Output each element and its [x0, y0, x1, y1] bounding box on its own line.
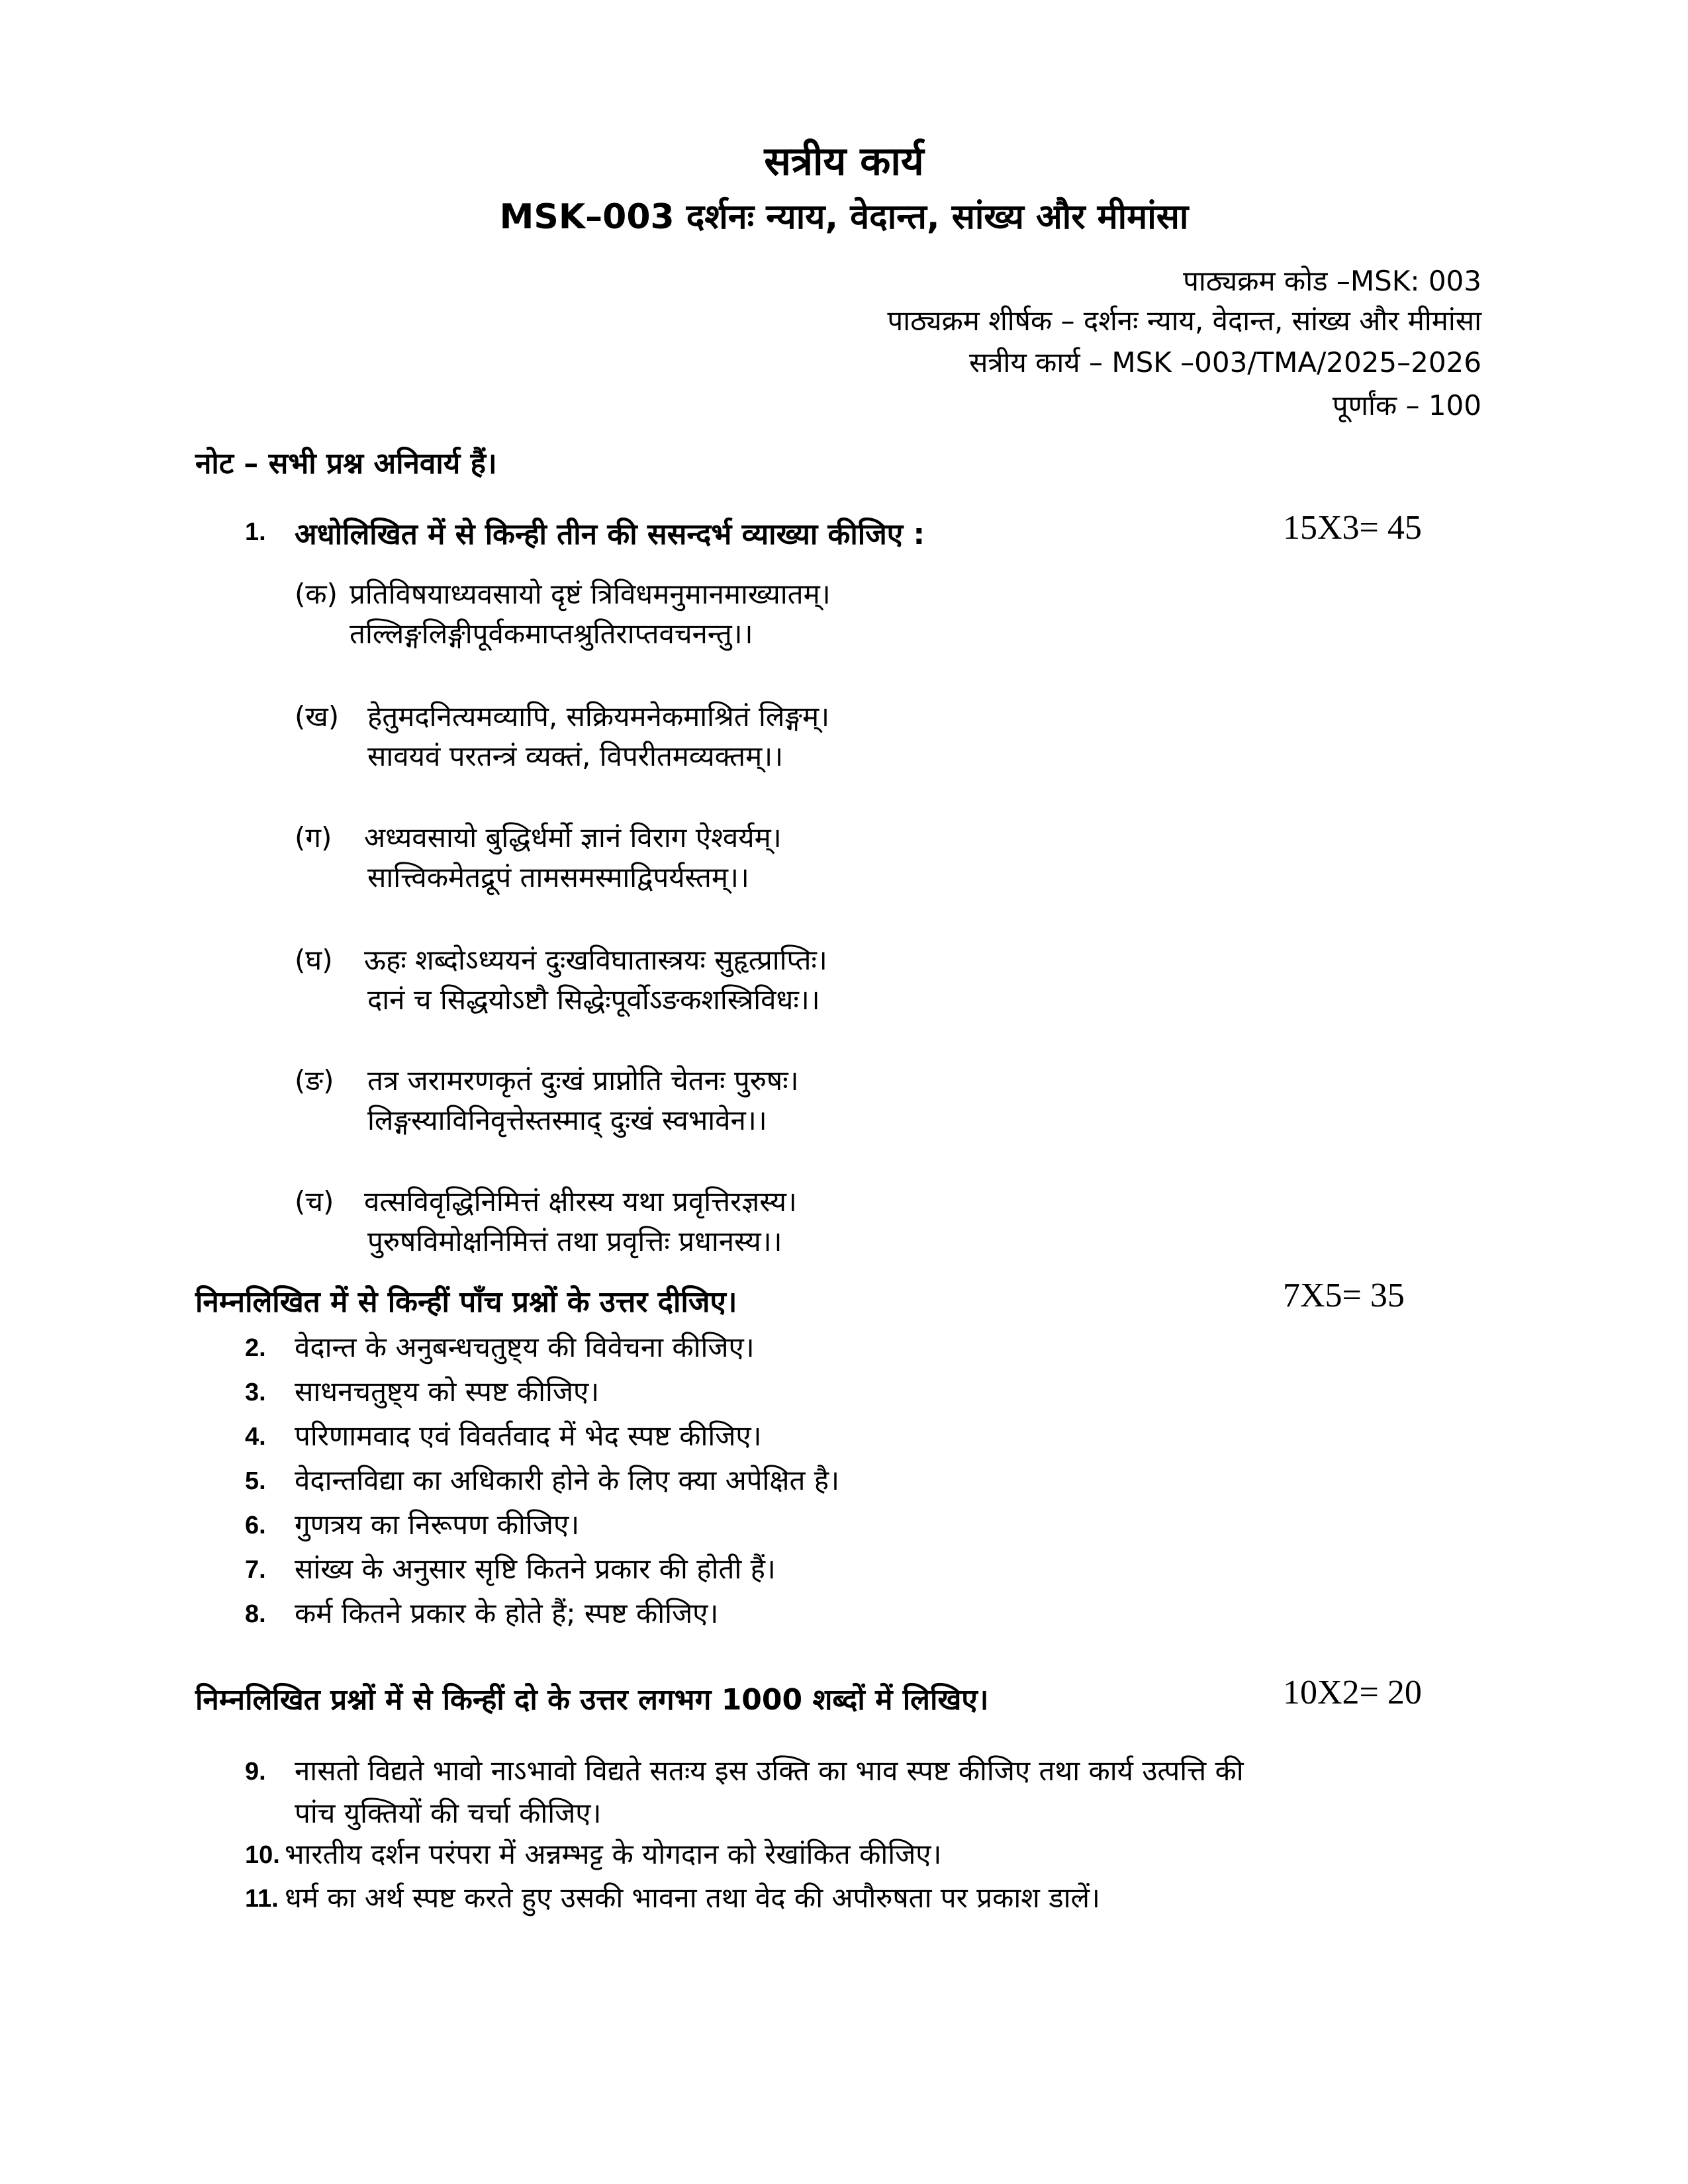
question-text: धर्म का अर्थ स्पष्ट करते हुए उसकी भावना तथा वेद की अपौरुषता पर प्रकाश डालें।: [285, 1882, 1100, 1914]
verse-line: वत्सविवृद्धिनिमित्तं क्षीरस्य यथा प्रवृत्तिरज्ञस्य।: [364, 1185, 797, 1218]
verse-line: ऊहः शब्दोऽध्ययनं दुःखविघातास्त्रयः सुहृत्प्राप्तिः।: [364, 944, 827, 976]
assignment-code: सत्रीय कार्य – MSK –003/TMA/2025–2026: [968, 346, 1481, 379]
verse-line: तल्लिङ्गलिङ्गीपूर्वकमाप्तश्रुतिराप्तवचनन्तु।।: [350, 617, 753, 650]
verse-label: (ङ): [295, 1064, 334, 1097]
question-text: वेदान्तविद्या का अधिकारी होने के लिए क्या अपेक्षित है।: [295, 1464, 840, 1496]
verse-line: अध्यवसायो बुद्धिर्धर्मो ज्ञानं विराग ऐश्वर्यम्।: [364, 821, 782, 854]
verse-label: (घ): [295, 944, 333, 976]
question-text: साधनचतुष्ट्य को स्पष्ट कीजिए।: [295, 1375, 600, 1408]
note: नोट – सभी प्रश्न अनिवार्य हैं।: [195, 447, 497, 480]
course-title: पाठ्यक्रम शीर्षक – दर्शनः न्याय, वेदान्त, सांख्य और मीमांसा: [887, 304, 1481, 337]
question-number: 8.: [245, 1600, 266, 1628]
question-number: 4.: [245, 1423, 266, 1451]
question-text: सांख्य के अनुसार सृष्टि कितने प्रकार की होती हैं।: [295, 1553, 776, 1585]
question-number: 7.: [245, 1556, 266, 1584]
question-text: परिणामवाद एवं विवर्तवाद में भेद स्पष्ट कीजिए।: [295, 1420, 762, 1452]
section3-heading: निम्नलिखित प्रश्नों में से किन्हीं दो के उत्तर लगभग 1000 शब्दों में लिखिए।: [195, 1683, 989, 1717]
verse-label: (क): [295, 578, 338, 610]
verse-line: लिङ्गस्याविनिवृत्तेस्तस्माद् दुःखं स्वभावेन।।: [367, 1104, 767, 1136]
question-number: 10.: [245, 1841, 280, 1869]
question-number: 9.: [245, 1758, 266, 1786]
question-number: 2.: [245, 1334, 266, 1362]
question-text: कर्म कितने प्रकार के होते हैं; स्पष्ट कीजिए।: [295, 1597, 719, 1629]
section1-marks: 15X3= 45: [1283, 509, 1422, 547]
question-number: 3.: [245, 1379, 266, 1406]
page-subtitle: MSK–003 दर्शनः न्याय, वेदान्त, सांख्य और मीमांसा: [499, 197, 1189, 237]
verse-label: (ग): [295, 821, 332, 854]
verse-line: सात्त्विकमेतद्रूपं तामसमस्माद्विपर्यस्तम्।।: [367, 861, 749, 893]
section2-marks: 7X5= 35: [1283, 1277, 1405, 1314]
section1-heading: अधोलिखित में से किन्ही तीन की ससन्दर्भ व्याख्या कीजिए :: [295, 518, 925, 551]
question-text: पांच युक्तियों की चर्चा कीजिए।: [295, 1797, 602, 1829]
verse-line: पुरुषविमोक्षनिमित्तं तथा प्रवृत्तिः प्रधानस्य।।: [367, 1225, 782, 1257]
verse-label: (ख): [295, 700, 340, 733]
section2-heading: निम्नलिखित में से किन्हीं पाँच प्रश्नों के उत्तर दीजिए।: [195, 1285, 737, 1319]
question-number: 5.: [245, 1467, 266, 1495]
verse-line: सावयवं परतन्त्रं व्यक्तं, विपरीतमव्यक्तम्।।: [367, 740, 784, 772]
question-number: 11.: [245, 1885, 279, 1913]
question-text: नासतो विद्यते भावो नाऽभावो विद्यते सतःय इस उक्ति का भाव स्पष्ट कीजिए तथा कार्य उत्पत्ति की: [295, 1754, 1244, 1787]
question-number: 1.: [245, 518, 266, 546]
question-text: भारतीय दर्शन परंपरा में अन्नम्भट्ट के योगदान को रेखांकित कीजिए।: [285, 1838, 942, 1870]
question-number: 6.: [245, 1512, 266, 1539]
verse-line: प्रतिविषयाध्यवसायो दृष्टं त्रिविधमनुमानमाख्यातम्।: [350, 578, 831, 610]
verse-line: तत्र जरामरणकृतं दुःखं प्राप्नोति चेतनः पुरुषः।: [367, 1064, 799, 1097]
course-code: पाठ्यक्रम कोड –MSK: 003: [1183, 265, 1481, 297]
question-text: वेदान्त के अनुबन्धचतुष्ट्य की विवेचना कीजिए।: [295, 1331, 755, 1363]
section3-marks: 10X2= 20: [1283, 1674, 1422, 1711]
page-title: सत्रीय कार्य: [764, 138, 924, 185]
question-text: गुणत्रय का निरूपण कीजिए।: [295, 1508, 580, 1541]
max-marks: पूर्णांक – 100: [1332, 389, 1481, 422]
verse-line: दानं च सिद्धयोऽष्टौ सिद्धेःपूर्वोऽङकशस्त्रिविधः।।: [367, 983, 820, 1016]
verse-label: (च): [295, 1185, 334, 1218]
verse-line: हेतुमदनित्यमव्यापि, सक्रियमनेकमाश्रितं लिङ्गम्।: [367, 700, 829, 733]
